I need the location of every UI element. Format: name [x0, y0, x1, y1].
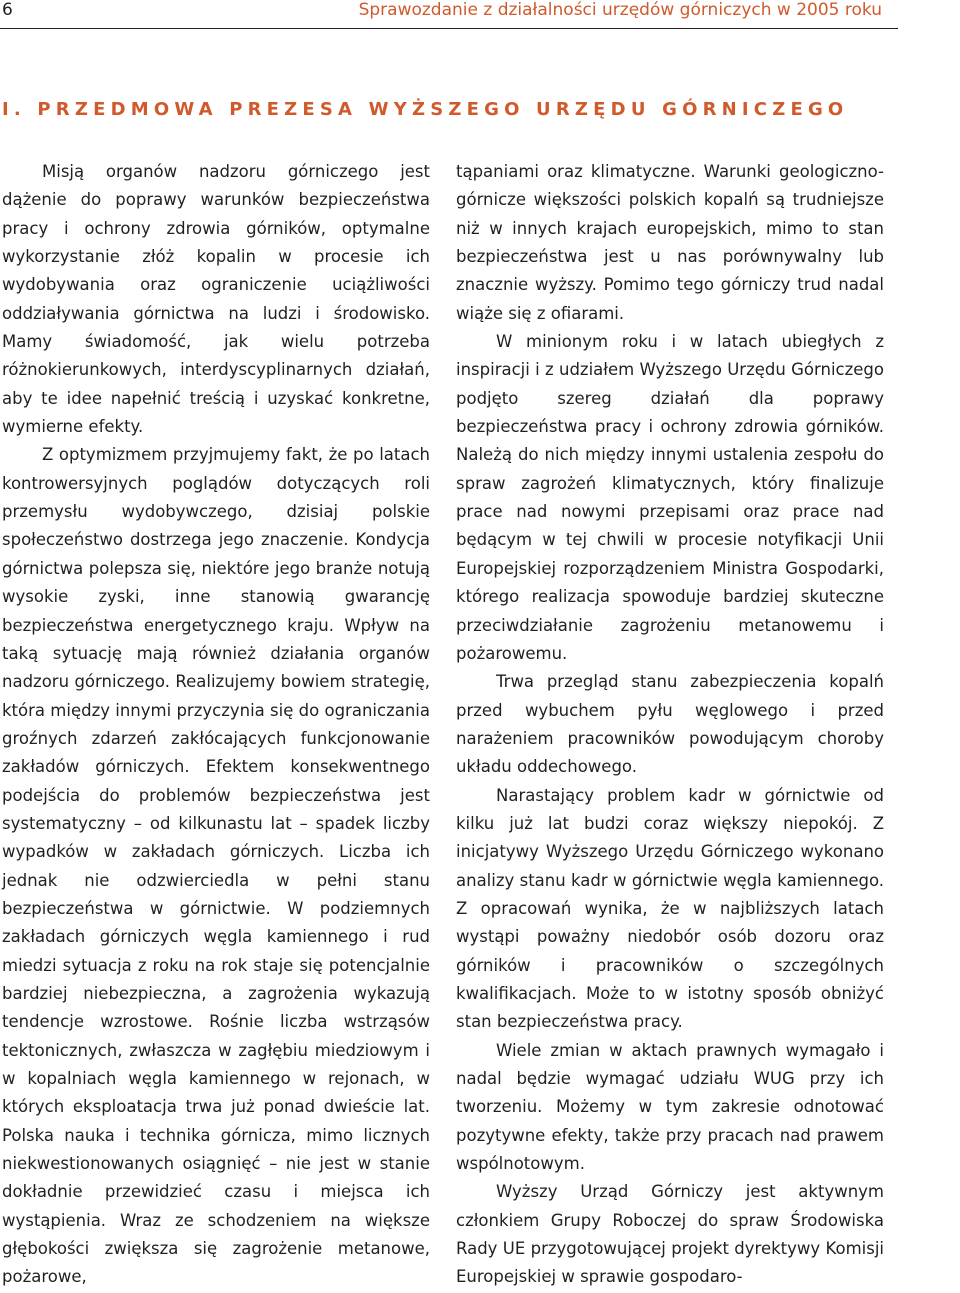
right-paragraph-2: W minionym roku i w latach ubiegłych z inspiracji i z udziałem Wyższego Urzędu Górniczego podjęto szereg działań dla poprawy bezpieczeństwa pracy i ochrony zdrowia górników. Należą do nich między innymi ustalenia zespołu do spraw zagrożeń klimatycznych, który finalizuje prace nad nowymi przepisami oraz prace nad będącym w tej chwili w procesie notyfikacji Unii Europejskiej rozporządzeniem Ministra Gospodarki, którego realizacja spowoduje bardziej skuteczne przeciwdziałanie zagrożeniu metanowemu i pożarowemu.: [456, 332, 884, 663]
running-title: Sprawozdanie z działalności urzędów górniczych w 2005 roku: [358, 0, 882, 20]
header-rule: [0, 28, 898, 29]
right-paragraph-5: Wiele zmian w aktach prawnych wymagało i nadal będzie wymagać udziału WUG przy ich tworzeniu. Możemy w tym zakresie odnotować pozytywne efekty, także przy pracach nad prawem wspólnotowym.: [456, 1040, 884, 1174]
page-header: [0, 0, 960, 30]
page-number: 6: [2, 0, 13, 20]
section-heading: I. PRZEDMOWA PREZESA WYŻSZEGO URZĘDU GÓRNICZEGO: [2, 99, 849, 120]
right-paragraph-1: tąpaniami oraz klimatyczne. Warunki geologiczno-górnicze większości polskich kopalń są trudniejsze niż w innych krajach europejskich, mimo to stan bezpieczeństwa jest u nas porównywalny lub znacznie wyższy. Pomimo tego górniczy trud nadal wiąże się z ofiarami.: [456, 162, 884, 323]
left-paragraph-1: Misją organów nadzoru górniczego jest dążenie do poprawy warunków bezpieczeństwa pracy i ochrony zdrowia górników, optymalne wykorzystanie złóż kopalin w procesie ich wydobywania oraz ograniczenie uciążliwości oddziaływania górnictwa na ludzi i środowisko. Mamy świadomość, jak wielu potrzeba różnokierunkowych, interdyscyplinarnych działań, aby te idee napełnić treścią i uzyskać konkretne, wymierne efekty.: [2, 162, 430, 437]
right-paragraph-4: Narastający problem kadr w górnictwie od kilku już lat budzi coraz większy niepokój. Z inicjatywy Wyższego Urzędu Górniczego wykonano analizy stanu kadr w górnictwie węgla kamiennego. Z opracowań wynika, że w najbliższych latach wystąpi poważny niedobór osób dozoru oraz górników i pracowników o szczególnych kwalifikacjach. Może to w istotny sposób obniżyć stan bezpieczeństwa pracy.: [456, 785, 884, 1032]
left-paragraph-2: Z optymizmem przyjmujemy fakt, że po latach kontrowersyjnych poglądów dotyczących roli przemysłu wydobywczego, dzisiaj polskie społeczeństwo dostrzega jego znaczenie. Kondycja górnictwa polepsza się, niektóre jego branże notują wysokie zyski, inne stanowią gwarancję bezpieczeństwa energetycznego kraju. Wpływ na taką sytuację mają również działania organów nadzoru górniczego. Realizujemy bowiem strategię, która między innymi przyczynia się do ograniczania groźnych zdarzeń zakłócających funkcjonowanie zakładów górniczych. Efektem konsekwentnego podejścia do problemów bezpieczeństwa jest systematyczny – od kilkunastu lat – spadek liczby wypadków w zakładach górniczych. Liczba ich jednak nie odzwierciedla w pełni stanu bezpieczeństwa w górnictwie. W podziemnych zakładach górniczych węgla kamiennego i rud miedzi sytuacja z roku na rok staje się potencjalnie bardziej niebezpieczna, a zagrożenia wykazują tendencje wzrostowe. Rośnie liczba wstrząsów tektonicznych, zwłaszcza w zagłębiu miedziowym i w kopalniach węgla kamiennego w rejonach, w których eksploatacja trwa już ponad dwieście lat. Polska nauka i technika górnicza, mimo licznych niekwestionowanych osiągnięć – nie jest w stanie dokładnie przewidzieć czasu i miejsca ich wystąpienia. Wraz ze schodzeniem na większe głębokości zwiększa się zagrożenie metanowe, pożarowe,: [2, 445, 430, 1287]
left-column: [2, 158, 430, 1292]
right-paragraph-3: Trwa przegląd stanu zabezpieczenia kopalń przed wybuchem pyłu węglowego i przed narażeniem pracowników powodującym choroby układu oddechowego.: [456, 672, 884, 777]
right-paragraph-6: Wyższy Urząd Górniczy jest aktywnym członkiem Grupy Roboczej do spraw Środowiska Rady UE przygotowującej projekt dyrektywy Komisji Europejskiej w sprawie gospodaro-: [456, 1182, 884, 1287]
right-column: [456, 158, 884, 1292]
